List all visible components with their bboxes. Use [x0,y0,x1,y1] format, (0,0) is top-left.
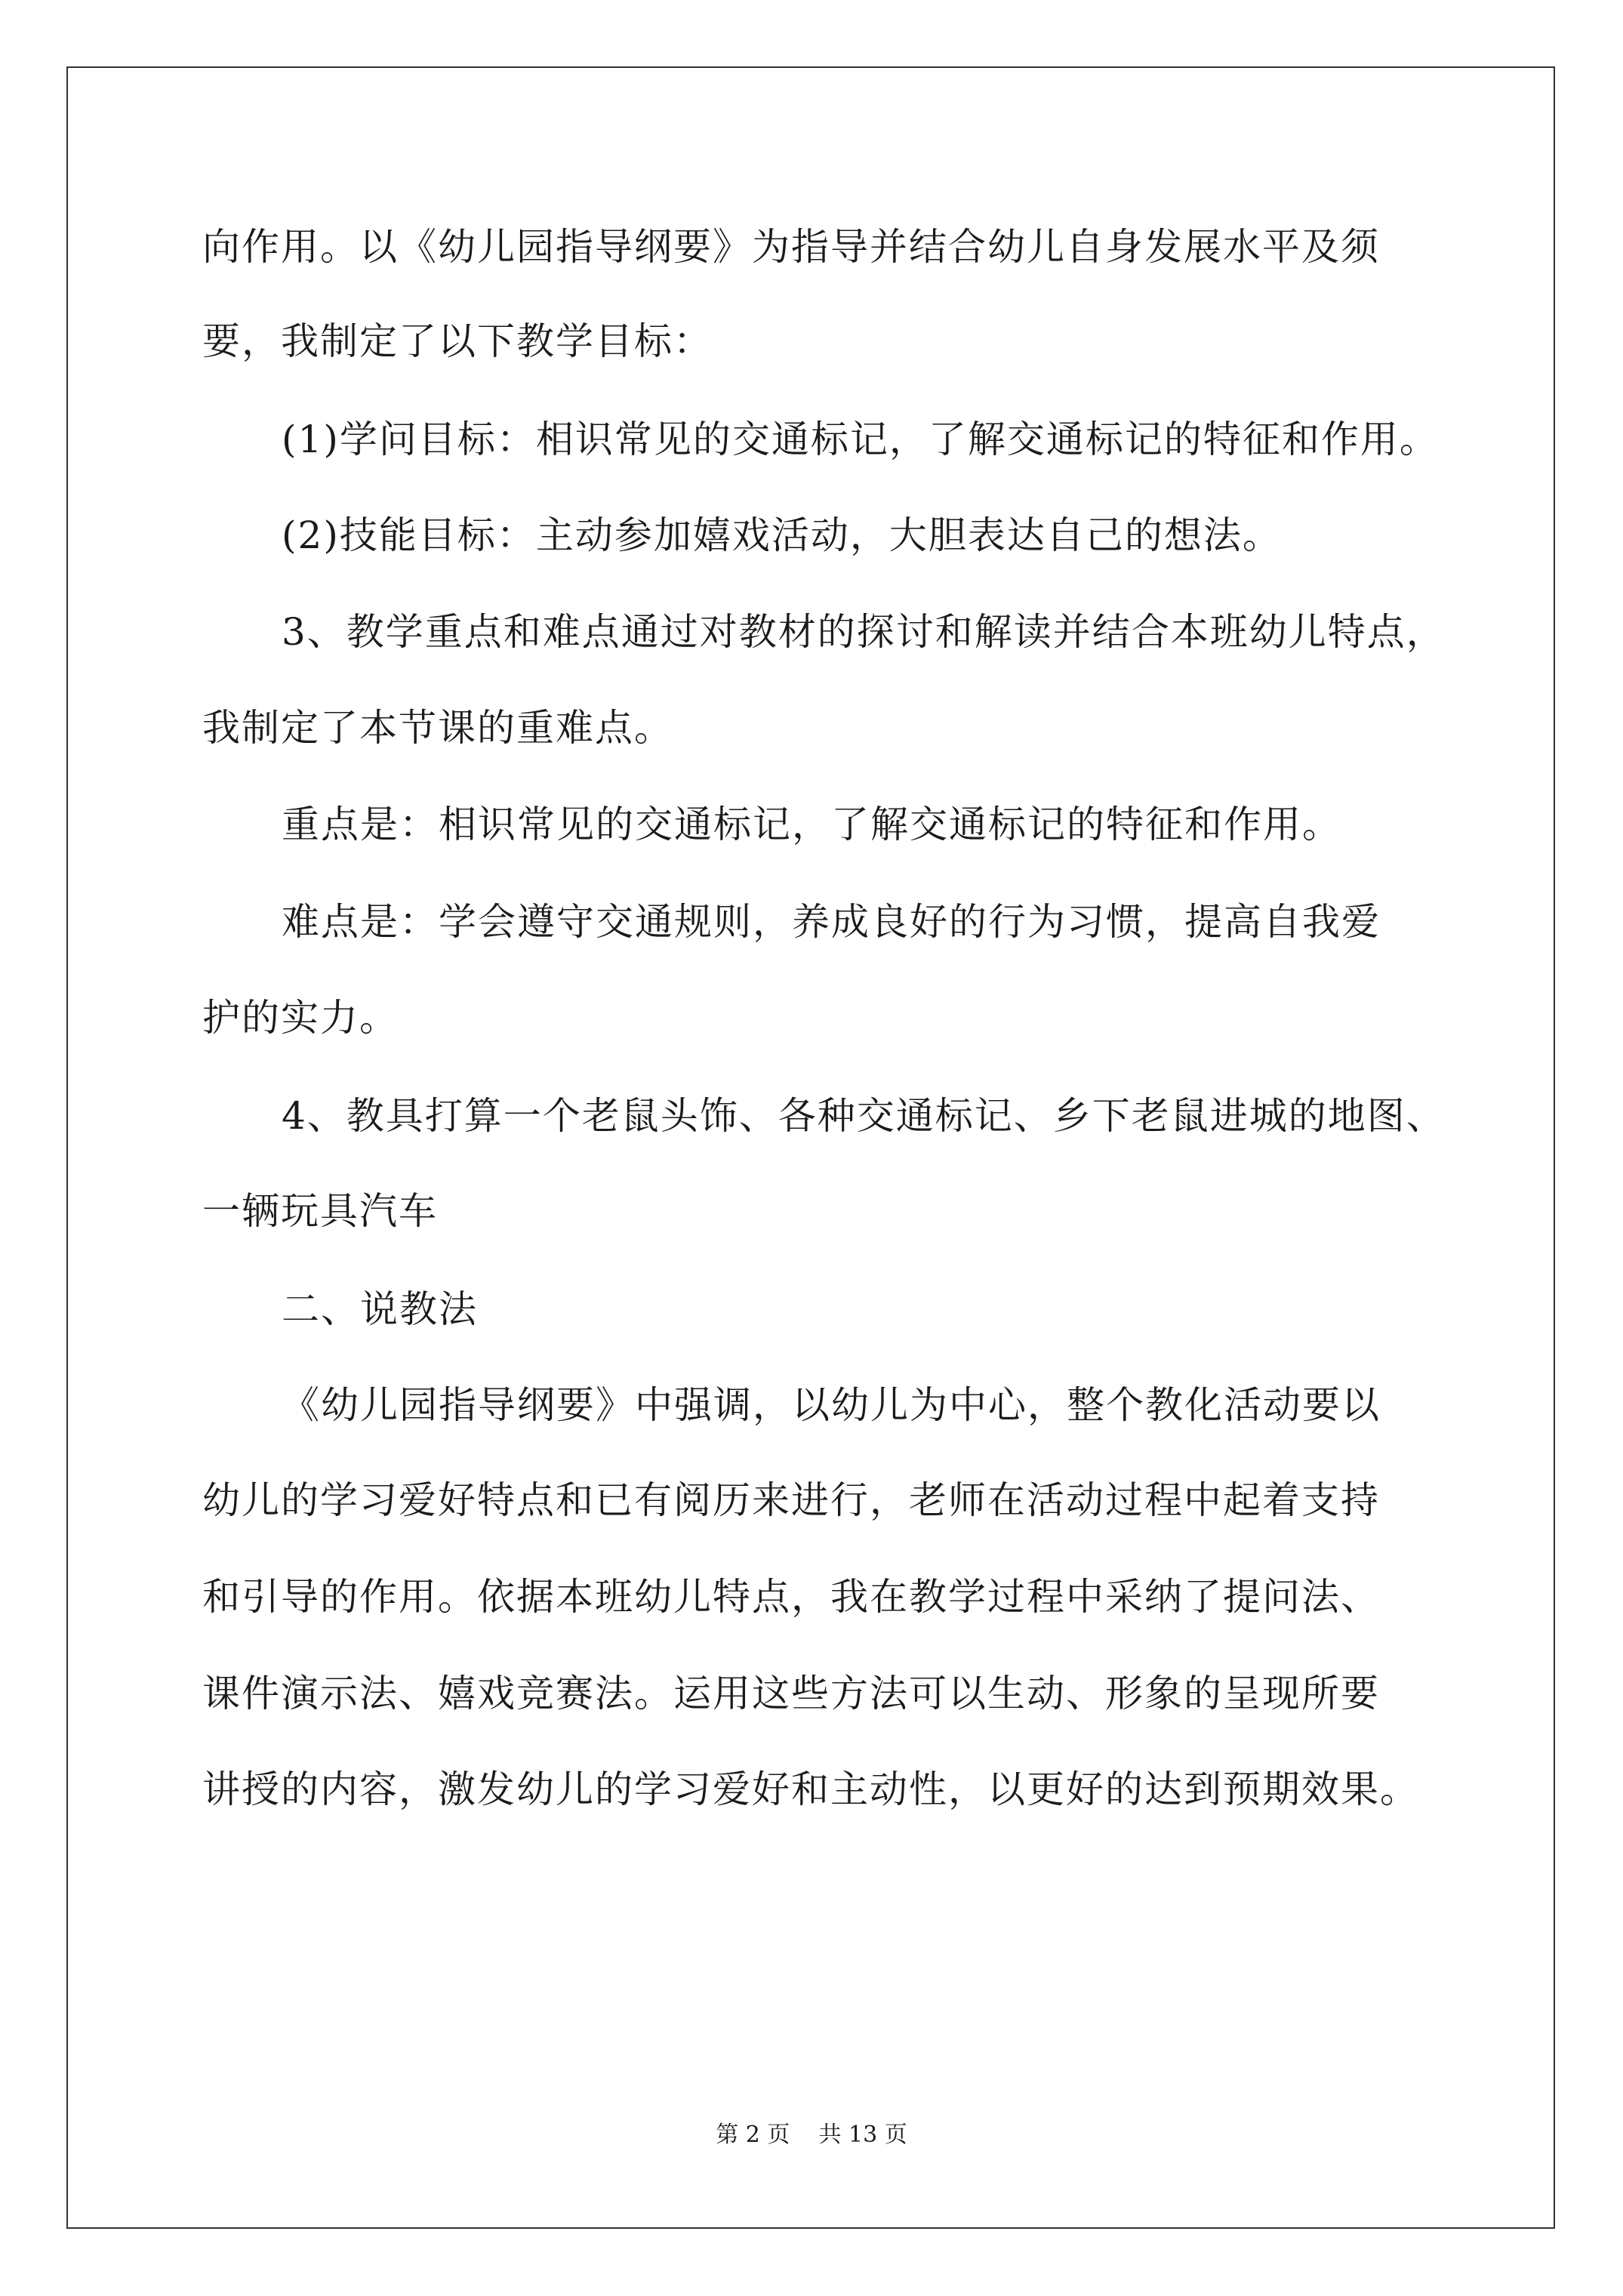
text-line: 我制定了本节课的重难点。 [202,706,673,750]
text-line: 课件演示法、嬉戏竞赛法。运用这些方法可以生动、形象的呈现所要 [202,1672,1380,1715]
text-line: 4、教具打算一个老鼠头饰、各种交通标记、乡下老鼠进城的地图、 [282,1094,1446,1138]
text-line: 要，我制定了以下教学目标： [202,319,713,363]
page-number-footer: 第 2 页 共 13 页 [716,2122,907,2148]
text-line: 幼儿的学习爱好特点和已有阅历来进行，老师在活动过程中起着支持 [202,1478,1380,1522]
text-line: 一辆玩具汽车 [202,1189,438,1233]
text-line: 讲授的内容，激发幼儿的学习爱好和主动性，以更好的达到预期效果。 [202,1767,1419,1811]
text-line: 护的实力。 [202,996,399,1040]
text-line: (1)学问目标：相识常见的交通标记，了解交通标记的特征和作用。 [282,418,1439,461]
page-border [66,66,1555,2229]
text-line: (2)技能目标：主动参加嬉戏活动，大胆表达自己的想法。 [282,513,1282,557]
text-line: 难点是：学会遵守交通规则，养成良好的行为习惯，提高自我爱 [282,900,1381,944]
text-line: 3、教学重点和难点通过对教材的探讨和解读并结合本班幼儿特点， [282,610,1446,654]
text-line: 《幼儿园指导纲要》中强调，以幼儿为中心，整个教化活动要以 [282,1383,1381,1427]
text-line: 向作用。以《幼儿园指导纲要》为指导并结合幼儿自身发展水平及须 [202,225,1380,269]
section-heading: 二、说教法 [282,1287,478,1331]
text-line: 和引导的作用。依据本班幼儿特点，我在教学过程中采纳了提问法、 [202,1575,1380,1619]
text-line: 重点是：相识常见的交通标记，了解交通标记的特征和作用。 [282,803,1341,846]
